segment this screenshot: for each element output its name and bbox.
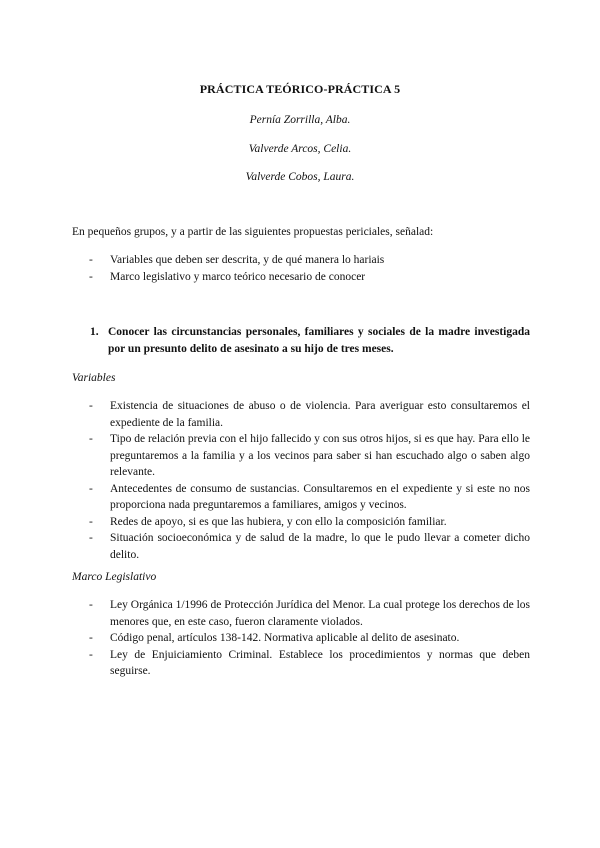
section-heading-text: Conocer las circunstancias personales, familiares y sociales de la madre investigada por un presunto delito de asesinato a su hijo de tres meses. <box>108 326 530 355</box>
document-title: PRÁCTICA TEÓRICO-PRÁCTICA 5 <box>199 82 401 96</box>
list-item-text: Existencia de situaciones de abuso o de violencia. Para averiguar esto consultaremos el expediente de la familia. <box>110 400 530 429</box>
list-item-text: Antecedentes de consumo de sustancias. Consultaremos en el expediente y si este no nos proporciona nada preguntaremos a familiares, amigos y vecinos. <box>110 482 530 511</box>
variables-list <box>72 398 530 563</box>
list-dash: - <box>89 599 93 611</box>
list-dash: - <box>89 433 93 445</box>
marco-legislativo-list <box>72 597 530 680</box>
list-item-text: Código penal, artículos 138-142. Normativa aplicable al delito de asesinato. <box>110 632 460 644</box>
list-item-text: Ley Orgánica 1/1996 de Protección Jurídica del Menor. La cual protege los derechos de los menores que, en este caso, fueron claramente violados. <box>110 599 530 628</box>
list-item-text: Tipo de relación previa con el hijo fallecido y con sus otros hijos, si es que hay. Para ello le preguntaremos a la familia y a los vecinos para saber si han escuchado algo o saben algo relevante. <box>110 433 530 478</box>
list-item <box>72 530 530 563</box>
section-1-heading <box>90 324 530 357</box>
list-dash: - <box>89 270 93 283</box>
intro-paragraph: En pequeños grupos, y a partir de las siguientes propuestas periciales, señalad: <box>72 226 434 238</box>
list-dash: - <box>89 515 93 528</box>
list-item <box>72 252 530 269</box>
author-2: Valverde Arcos, Celia. <box>248 143 352 155</box>
list-item <box>72 514 530 531</box>
variables-label: Variables <box>72 372 116 384</box>
list-item-text: Situación socioeconómica y de salud de la madre, lo que le pudo llevar a cometer dicho delito. <box>110 532 530 561</box>
list-item <box>72 398 530 431</box>
list-dash: - <box>89 632 93 644</box>
list-item <box>72 597 530 630</box>
list-item <box>72 269 530 286</box>
list-item <box>72 431 530 481</box>
list-dash: - <box>89 532 93 544</box>
marco-legislativo-label: Marco Legislativo <box>72 571 157 583</box>
list-dash: - <box>89 648 93 661</box>
list-item-text: Ley de Enjuiciamiento Criminal. Establece los procedimientos y normas que deben seguirse. <box>110 648 530 677</box>
section-number: 1. <box>90 326 99 338</box>
list-dash: - <box>89 254 93 266</box>
list-item-text: Redes de apoyo, si es que las hubiera, y con ello la composición familiar. <box>110 515 447 528</box>
list-item-text: Marco legislativo y marco teórico necesario de conocer <box>110 270 366 283</box>
list-dash: - <box>89 400 93 412</box>
list-item <box>72 647 530 680</box>
list-item <box>72 630 530 647</box>
list-dash: - <box>89 482 93 495</box>
author-3: Valverde Cobos, Laura. <box>245 171 355 183</box>
list-item <box>72 481 530 514</box>
list-item-text: Variables que deben ser descrita, y de qué manera lo hariais <box>110 254 385 266</box>
author-1: Pernía Zorrilla, Alba. <box>249 114 351 126</box>
intro-list <box>72 252 530 285</box>
